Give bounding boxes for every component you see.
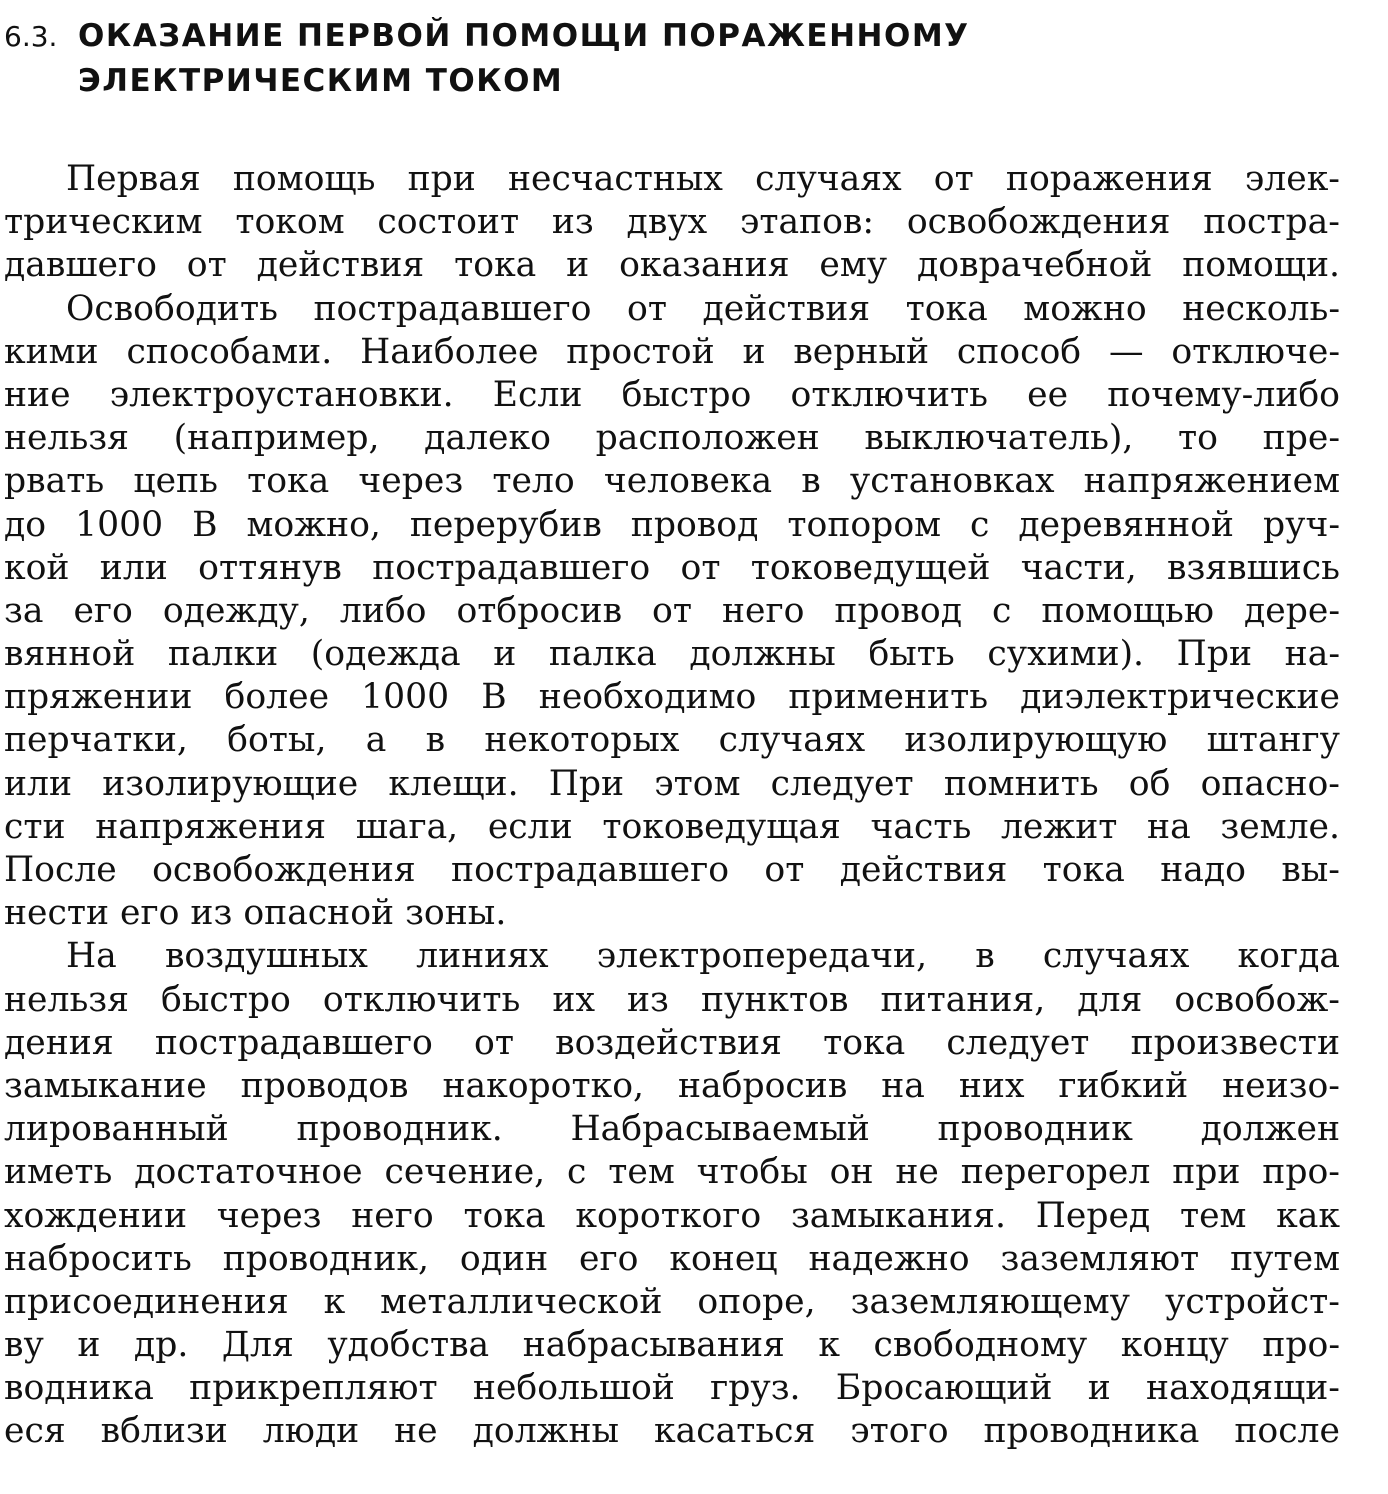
text-line: Освободить пострадавшего от действия тока можно несколь- (66, 288, 1340, 329)
text-line: рвать цепь тока через тело человека в установках напряжением (4, 461, 1340, 502)
text-line: набросить проводник, один его конец надежно заземляют путем (4, 1238, 1340, 1279)
text-line: вянной палки (одежда и палка должны быть сухими). При на- (4, 634, 1340, 675)
text-line: сти напряжения шага, если токоведущая часть лежит на земле. (4, 806, 1340, 847)
text-line: дения пострадавшего от воздействия тока следует произвести (4, 1022, 1340, 1063)
text-line: присоединения к металлической опоре, заземляющему устройст- (4, 1281, 1340, 1322)
text-line: После освобождения пострадавшего от действия тока надо вы- (4, 850, 1340, 890)
paragraph-1 (4, 158, 1340, 288)
text-line: нести его из опасной зоны. (4, 893, 507, 934)
text-line: нельзя (например, далеко расположен выключатель), то пре- (4, 418, 1340, 459)
text-line: Первая помощь при несчастных случаях от поражения элек- (66, 159, 1340, 199)
section-number: 6.3. (4, 20, 58, 53)
text-line: давшего от действия тока и оказания ему доврачебной помощи. (4, 245, 1340, 286)
text-line: за его одежду, либо отбросив от него провод с помощью дере- (4, 590, 1340, 631)
text-line: ние электроустановки. Если быстро отключить ее почему-либо (4, 374, 1340, 415)
text-line: перчатки, боты, а в некоторых случаях изолирующую штангу (4, 720, 1340, 761)
section-title-line-1: ОКАЗАНИЕ ПЕРВОЙ ПОМОЩИ ПОРАЖЕННОМУ (78, 18, 970, 54)
text-line: кими способами. Наиболее простой и верный способ — отключе- (4, 331, 1340, 372)
text-line: еся вблизи люди не должны касаться этого проводника после (4, 1411, 1340, 1452)
text-line: водника прикрепляют небольшой груз. Бросающий и находящи- (4, 1368, 1340, 1409)
text-line: ву и др. Для удобства набрасывания к свободному концу про- (4, 1325, 1340, 1366)
text-line: замыкание проводов накоротко, набросив на них гибкий неизо- (4, 1065, 1340, 1106)
text-line: пряжении более 1000 В необходимо применить диэлектрические (4, 677, 1340, 718)
text-line: лированный проводник. Набрасываемый проводник должен (4, 1109, 1340, 1150)
paragraph-2 (4, 288, 1340, 936)
text-line: трическим током состоит из двух этапов: освобождения постра- (4, 202, 1340, 243)
body-text (4, 158, 1340, 1454)
text-line: нельзя быстро отключить их из пунктов питания, для освобож- (4, 979, 1340, 1020)
text-line: или изолирующие клещи. При этом следует помнить об опасно- (4, 763, 1340, 804)
section-title-line-2: ЭЛЕКТРИЧЕСКИМ ТОКОМ (78, 63, 564, 99)
text-line: кой или оттянув пострадавшего от токоведущей части, взявшись (4, 547, 1340, 588)
text-line: иметь достаточное сечение, с тем чтобы он не перегорел при про- (4, 1152, 1340, 1193)
text-line: до 1000 В можно, перерубив провод топором с деревянной руч- (4, 504, 1340, 545)
text-line: На воздушных линиях электропередачи, в случаях когда (66, 936, 1340, 977)
section-heading (4, 14, 1104, 103)
paragraph-3 (4, 935, 1340, 1453)
text-line: хождении через него тока короткого замыкания. Перед тем как (4, 1195, 1340, 1236)
